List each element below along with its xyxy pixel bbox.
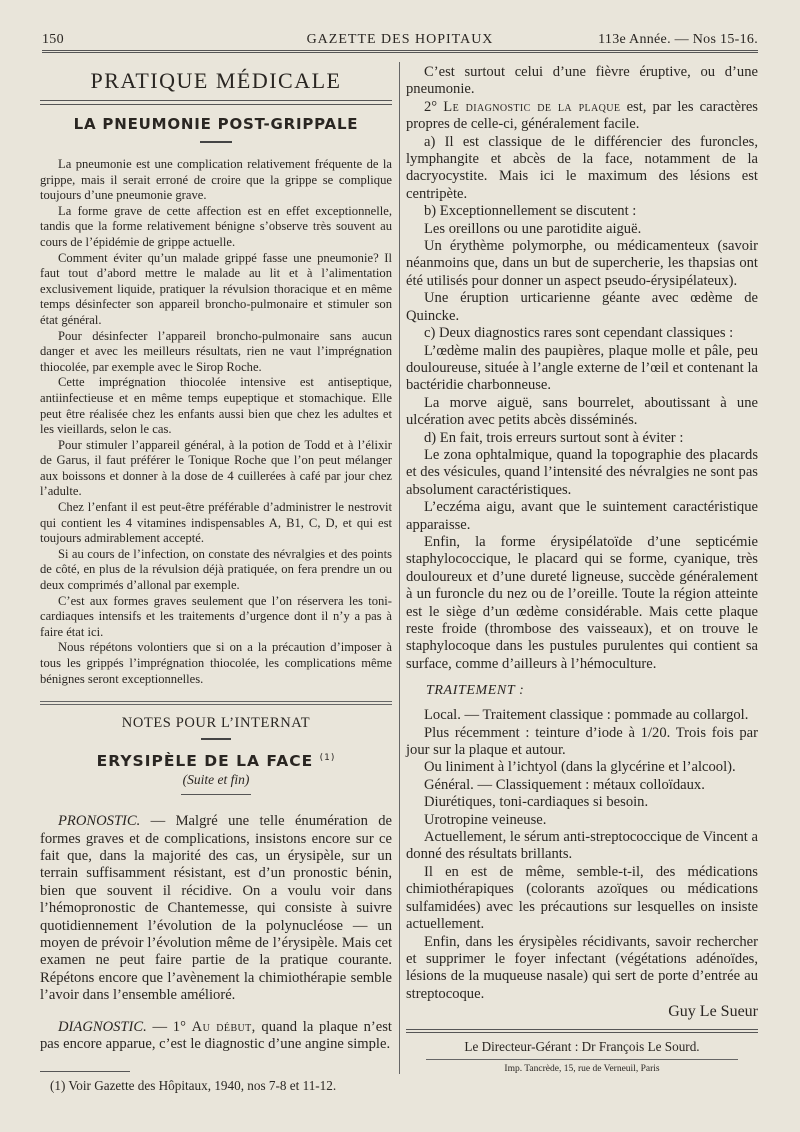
paragraph: Enfin, dans les érysipèles récidivants, savoir rechercher et supprimer le foyer infectant (végétations adénoïdes, lésions de la muqueuse nasale) qui sert de porte d’entrée au streptocoque. xyxy=(406,933,758,1002)
paragraph: Une éruption urticarienne géante avec œdème de Quincke. xyxy=(406,290,758,324)
footnote-rule xyxy=(40,1071,130,1072)
footnote: (1) Voir Gazette des Hôpitaux, 1940, nos 7-8 et 11-12. xyxy=(50,1078,337,1094)
diagnostic-label: DIAGNOSTIC. xyxy=(58,1018,147,1035)
section-rule xyxy=(40,100,392,105)
header-rule xyxy=(42,50,758,53)
paragraph: Ou liniment à l’ichtyol (dans la glycérine et l’alcool). xyxy=(424,759,736,776)
paragraph: Actuellement, le sérum anti-streptococcique de Vincent a donné des résultats brillants. xyxy=(406,829,758,863)
paragraph: Un érythème polymorphe, ou médicamenteux (savoir néanmoins que, dans un but de supercherie, les thapsias ont été utilisés pour donner un aspect pseudo-érysipélateux). xyxy=(406,238,758,289)
paragraph: Plus récemment : teinture d’iode à 1/20. Trois fois par jour sur la plaque et autour. xyxy=(406,724,758,759)
paragraph: L’eczéma aigu, avant que le suintement caractéristique apparaisse. xyxy=(406,499,758,533)
page-header xyxy=(42,30,758,50)
paragraph: Général. — Classiquement : métaux colloïdaux. xyxy=(424,776,705,793)
paragraph: a) Il est classique de le différencier des furoncles, lymphangite et abcès de la face, notamment de la dacryocystite. Mais ici le maximum des lésions est centripète. xyxy=(406,133,758,202)
issue-info: 113e Année. — Nos 15-16. xyxy=(598,32,758,47)
paragraph: Enfin, la forme érysipélatoïde d’une septicémie staphylococcique, le placard qui se forme, cyanique, très douloureux et d’une dureté ligneuse, succède généralement à un furoncle du nez ou de l’oreille. Toute la région atteinte est le siège d’un œdème considérable. Mais cette plaque reste froide (thrombose des vaisseaux), et on trouve le staphylocoque dans les pustules purulentes qui contient sa surface, comme d’ailleurs à l’hémoculture. xyxy=(406,533,758,672)
diagnostic-text: quand la plaque n’est pas encore apparue, c’est le diagnostic d’une angine simple. xyxy=(40,1018,392,1053)
erysipelas-title-text: ERYSIPÈLE DE LA FACE xyxy=(96,752,314,771)
erysipelas-subtitle: (Suite et fin) xyxy=(182,772,250,788)
pneumonia-article xyxy=(40,157,392,687)
paragraph: Les oreillons ou une parotidite aiguë. xyxy=(424,220,642,237)
subtitle-rule xyxy=(181,794,251,795)
imprint-line: Imp. Tancrède, 15, rue de Verneuil, Paris xyxy=(504,1064,660,1075)
plaque-num: 2° xyxy=(424,98,444,115)
paragraph: c) Deux diagnostics rares sont cependant classiques : xyxy=(424,325,734,342)
notes-title-rule xyxy=(201,738,231,740)
prognostic-text: — Malgré une telle énumération de formes graves et de complications, insistons encore sur ce fait que, dans la majorité des cas, un érysipèle, sur un terrain suffisamment résistant, est d’un pronostic bénin, bien que souvent il récidive. On a voulu voir dans l’hémopronostic de Chantemesse, qui consiste à suivre quotidiennement l’évolution de la polynucléose — un moyen de prévoir l’évolution même de l’érysipèle. Mais cet examen ne peut faire partie de la pratique courante. Répétons encore que l’avènement la chimiothérapie semble l’avoir dans l’ensemble amélioré. xyxy=(40,813,392,1004)
column-divider xyxy=(399,62,400,1074)
paragraph: Urotropine veineuse. xyxy=(424,811,547,828)
paragraph: La forme grave de cette affection est en effet exceptionnelle, tandis que la forme relativement bénigne s’observe très souvent au cours de l’épidémie de grippe actuelle. xyxy=(40,203,392,249)
section-title: PRATIQUE MÉDICALE xyxy=(90,68,342,93)
paragraph: Pour désinfecter l’appareil broncho-pulmonaire sans aucun danger et avec les meilleurs résultats, rien ne vaut l’imprégnation thiocolée, par exemple avec le Sirop Roche. xyxy=(40,328,392,374)
paragraph xyxy=(406,99,758,134)
director-line: Le Directeur-Gérant : Dr François Le Sourd. xyxy=(464,1039,700,1055)
plaque-text: est, par les caractères propres de celle-ci, généralement facile. xyxy=(406,98,758,133)
journal-title: GAZETTE DES HOPITAUX xyxy=(306,32,494,47)
paragraph: Local. — Traitement classique : pommade au collargol. xyxy=(424,707,749,724)
paragraph: Nous répétons volontiers que si on a la précaution d’imposer à tous les grippés l’imprégnation thiocolée, les complications même bénignes seront exceptionnelles. xyxy=(40,640,392,686)
paragraph: Le zona ophtalmique, quand la topographie des placards et des vésicules, quand l’intensité des névralgies ne sont pas absolument caractéristiques. xyxy=(406,446,758,498)
paragraph: La morve aiguë, sans bourrelet, aboutissant à une ulcération avec petits abcès disséminés. xyxy=(406,394,758,429)
notes-title: NOTES POUR L’INTERNAT xyxy=(121,715,311,732)
notes-rule xyxy=(40,701,392,705)
author-signature: Guy Le Sueur xyxy=(668,1003,758,1021)
title-rule xyxy=(200,141,232,143)
article-title: LA PNEUMONIE POST-GRIPPALE xyxy=(73,115,359,133)
page-number: 150 xyxy=(42,32,64,47)
erysipelas-article xyxy=(40,813,392,1053)
left-column xyxy=(40,62,392,1094)
paragraph: C’est surtout celui d’une fièvre éruptive, ou d’une pneumonie. xyxy=(406,64,758,98)
paragraph: b) Exceptionnellement se discutent : xyxy=(424,203,637,220)
paragraph: d) En fait, trois erreurs surtout sont à éviter : xyxy=(424,429,684,446)
prognostic-label: PRONOSTIC. xyxy=(58,813,141,830)
paragraph: C’est aux formes graves seulement que l’on réservera les toni-cardiaques intensifs et les traitements d’urgence dont il n’y a pas à faire état ici. xyxy=(40,593,392,639)
paragraph: Comment éviter qu’un malade grippé fasse une pneumonie? Il faut tout d’abord mettre le malade au lit et à l’alimentation exclusivement liquide, pratiquer la révulsion thoracique et en même temps désinfecter son appareil broncho-pulmonaire et stimuler son état général. xyxy=(40,250,392,327)
diagnostic-paragraph xyxy=(40,1019,392,1054)
treatment-title: TRAITEMENT : xyxy=(426,683,525,699)
diagnostic-onset: Au début, xyxy=(191,1018,256,1035)
paragraph: Diurétiques, toni-cardiaques si besoin. xyxy=(424,794,649,811)
plaque-heading: Le diagnostic de la plaque xyxy=(443,98,621,115)
diagnostic-num: — 1° xyxy=(146,1018,192,1035)
director-rule xyxy=(426,1059,738,1060)
paragraph: L’œdème malin des paupières, plaque molle et pâle, peu douloureuse, située à l’angle externe de l’œil et contenant la bactéridie charbonneuse. xyxy=(406,342,758,394)
erysipelas-title xyxy=(40,752,392,770)
right-column xyxy=(406,64,758,1074)
paragraph: Il en est de même, semble-t-il, des médications chimiothérapiques (colorants azoïques ou médications sulfamidées) avec les précautions sur lesquelles on insiste actuellement. xyxy=(406,863,758,933)
paragraph: Chez l’enfant il est peut-être préférable d’administrer le nestrovit qui contient les 4 vitamines indispensables A, B1, C, D, et qui est toujours admirablement accepté. xyxy=(40,500,392,546)
paragraph: Cette imprégnation thiocolée intensive est antiseptique, antiinfectieuse et en même temps eupeptique et stomachique. Elle peut être réalisée chez les enfants aussi bien que chez les adultes et les vieillards, selon le cas. xyxy=(40,375,392,437)
footer-rule xyxy=(406,1029,758,1033)
footnote-ref: (1) xyxy=(319,753,336,764)
prognostic-paragraph xyxy=(40,813,392,1004)
paragraph: Si au cours de l’infection, on constate des névralgies et des points de côté, en plus de la révulsion déjà pratiquée, on fera prendre un ou deux comprimés d’allonal par exemple. xyxy=(40,546,392,593)
paragraph: Pour stimuler l’appareil général, à la potion de Todd et à l’élixir de Garus, il faut préférer le Tonique Roche que l’on peut mélanger aux boissons et donner à la dose de 4 cuillerées à café par jour chez l’adulte. xyxy=(40,437,392,499)
paragraph: La pneumonie est une complication relativement fréquente de la grippe, mais il serait erroné de croire que la grippe se complique toujours d’une pneumonie grave. xyxy=(40,157,392,203)
